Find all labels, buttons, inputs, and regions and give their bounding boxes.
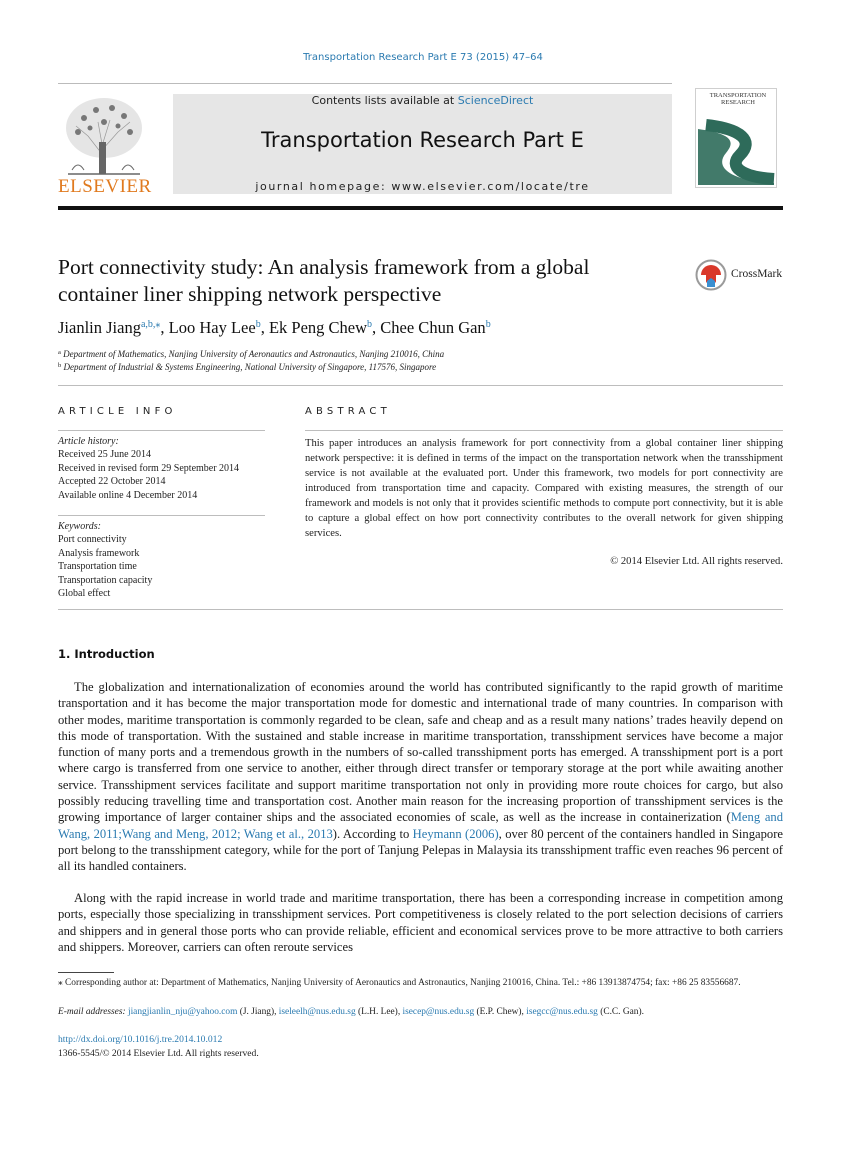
- author-affil-mark[interactable]: a,b,⁎: [140, 319, 161, 330]
- issn-copyright: 1366-5545/© 2014 Elsevier Ltd. All rights reserved.: [58, 1048, 259, 1059]
- email-label: E-mail addresses:: [58, 1007, 126, 1017]
- cover-road-graphic: [696, 89, 776, 187]
- keyword-item: Analysis framework: [58, 547, 140, 559]
- history-label: Article history:: [58, 436, 119, 447]
- crossmark-label[interactable]: CrossMark: [731, 268, 783, 280]
- abstract-heading: ABSTRACT: [305, 406, 391, 417]
- author-name[interactable]: Ek Peng Chew: [268, 318, 368, 337]
- journal-title: Transportation Research Part E: [261, 128, 584, 152]
- paragraph-text: ). According to: [332, 826, 413, 841]
- email-owner: (E.P. Chew): [476, 1007, 522, 1017]
- history-item: Received 25 June 2014: [58, 449, 152, 461]
- author-affil-mark[interactable]: b: [255, 319, 261, 330]
- intro-paragraph-2: Along with the rapid increase in world trade and maritime transportation, there has been a corresponding increase in competition among ports, especially those specializing in transshipment services. Port competitiveness is closely related to the port selection decisions of carriers and shippers and in general those ports who can provide reliable, efficient and economical services prove to be more attractive to both carriers and shippers. Moreover, carriers can often reroute services: [58, 891, 783, 954]
- author-affil-mark[interactable]: b: [485, 319, 491, 330]
- cover-title-bottom: RESEARCH: [721, 99, 755, 106]
- history-item: Received in revised form 29 September 2014: [58, 462, 240, 474]
- keyword-item: Port connectivity: [58, 534, 127, 546]
- footnote-emails: E-mail addresses: jiangjianlin_nju@yahoo.com (J. Jiang), iseleelh@nus.edu.sg (L.H. Lee), isecep@nus.edu.sg (E.P. Chew), isegcc@nus.edu.sg (C.C. Gan).: [58, 1007, 644, 1017]
- title-line-2: container liner shipping network perspective: [58, 282, 442, 306]
- article-info-divider: [58, 430, 265, 431]
- header-thick-rule: [58, 206, 783, 210]
- email-owner: (J. Jiang): [239, 1007, 275, 1017]
- section-heading-introduction: 1. Introduction: [58, 647, 155, 661]
- affiliation-text: Department of Mathematics, Nanjing University of Aeronautics and Astronautics, Nanjing 210016, China: [63, 349, 445, 359]
- author-name[interactable]: Loo Hay Lee: [168, 318, 256, 337]
- keywords-label: Keywords:: [58, 521, 101, 532]
- email-link[interactable]: jiangjianlin_nju@yahoo.com: [127, 1007, 238, 1017]
- footnote-corresponding: ⁎ Corresponding author at: Department of Mathematics, Nanjing University of Aeronautics and Astronautics, Nanjing 210016, China. Tel.: +86 13913874754; fax: +86 25 83556687.: [58, 978, 741, 988]
- history-item: Available online 4 December 2014: [58, 489, 198, 501]
- abstract-divider: [305, 430, 783, 431]
- footnote-rule: [58, 972, 114, 973]
- intro-paragraph-1: [58, 679, 783, 875]
- keyword-item: Global effect: [58, 588, 111, 600]
- cover-title-top: TRANSPORTATION: [709, 92, 767, 99]
- keyword-item: Transportation capacity: [58, 574, 153, 586]
- article-info-heading: ARTICLE INFO: [58, 406, 177, 417]
- email-owner: (C.C. Gan): [600, 1007, 642, 1017]
- affiliation-mark: a: [58, 349, 61, 356]
- elsevier-wordmark: ELSEVIER: [58, 176, 152, 197]
- header-divider: [58, 83, 672, 84]
- email-owner: (L.H. Lee): [357, 1007, 398, 1017]
- abstract-text: This paper introduces an analysis framework for port connectivity from a global container liner shipping network perspective: it is defined in terms of the impact on the transportation network when the transshipment service is not available at the evaluated port. Under this framework, two models for port connectivity are introduced from transportation time and capacity. Compared with existing measures, the strength of our framework and models is not only that it provides scientific methods to compute port connectivity, but it is able to capture a global effect on how port connectivity contributes to the overall network for given shipping services.: [305, 438, 783, 539]
- abstract-bottom-divider: [58, 609, 783, 610]
- contents-line: [173, 94, 672, 107]
- affiliation-a: [58, 349, 444, 359]
- citation-link[interactable]: Meng and Wang, 2011;Wang and Meng, 2012; Wang et al., 2013: [58, 810, 784, 841]
- affiliation-text: Department of Industrial & Systems Engineering, National University of Singapore, 117576, Singapore: [63, 362, 437, 372]
- article-history: [58, 435, 239, 502]
- contents-prefix: Contents lists available at: [311, 94, 458, 107]
- abstract-copyright: © 2014 Elsevier Ltd. All rights reserved.: [610, 556, 783, 567]
- paragraph-text: , over 80 percent of the containers handled in Singapore port belong to the transshipment category, while for the port of Tanjung Pelepas in Malaysia its transshipment traffic even reaches 96 percent of all its handled containers.: [58, 826, 783, 874]
- email-link[interactable]: iseleelh@nus.edu.sg: [278, 1007, 356, 1017]
- journal-reference[interactable]: Transportation Research Part E 73 (2015) 47–64: [303, 52, 543, 63]
- title-line-1: Port connectivity study: An analysis framework from a global: [58, 255, 590, 279]
- history-item: Accepted 22 October 2014: [58, 476, 166, 488]
- keywords-divider: [58, 515, 265, 516]
- article-title: [58, 254, 678, 308]
- citation-link[interactable]: Heymann (2006): [412, 826, 499, 841]
- email-link[interactable]: isegcc@nus.edu.sg: [526, 1007, 598, 1017]
- affiliation-divider: [58, 385, 783, 386]
- affiliation-mark: b: [58, 362, 62, 369]
- journal-cover: [695, 88, 777, 188]
- paragraph-text: The globalization and internationalization of economies around the world has contributed significantly to the rapid growth of maritime transportation and it has become the major transportation mode for domestic and international trade of many countries. In comparison with other modes, maritime transportation is commonly regarded to be clean, safe and cheap and as a result many nations’ trades heavily depend on this mode of transportation. With the sustained and stable increase in maritime transportation, transshipment services have become a major function of many ports and a tremendous growth in the numbers of so-called transshipment ports has emerged. A transshipment port is a port where cargo is transferred from one service to another, either through direct transfer or temporary storage at the port while awaiting another service. Transshipment services facilitate and support maritime transportation not only in providing more route choices for cargo, but also possibly reducing travelling time and transportation cost. Another main reason for the increasing proportion of transshipment services is the growing importance of larger container ships and the associated economies of scale, as well as the increase in containerization (: [58, 680, 783, 825]
- author-name[interactable]: Jianlin Jiang: [58, 318, 141, 337]
- journal-homepage[interactable]: journal homepage: www.elsevier.com/locate/tre: [255, 180, 590, 193]
- sciencedirect-link[interactable]: ScienceDirect: [457, 94, 534, 107]
- keywords-block: [58, 520, 152, 600]
- author-affil-mark[interactable]: b: [367, 319, 373, 330]
- author-list: Jianlin Jiang$^{a,b,⁎}$, Loo Hay Lee$^b$, Ek Peng Chew$^b$, Chee Chun Gan$^b$: [58, 318, 491, 337]
- email-link[interactable]: isecep@nus.edu.sg: [402, 1007, 475, 1017]
- affiliation-b: [58, 362, 436, 372]
- keyword-item: Transportation time: [58, 561, 137, 573]
- author-name[interactable]: Chee Chun Gan: [380, 318, 486, 337]
- doi-link[interactable]: http://dx.doi.org/10.1016/j.tre.2014.10.012: [58, 1034, 223, 1045]
